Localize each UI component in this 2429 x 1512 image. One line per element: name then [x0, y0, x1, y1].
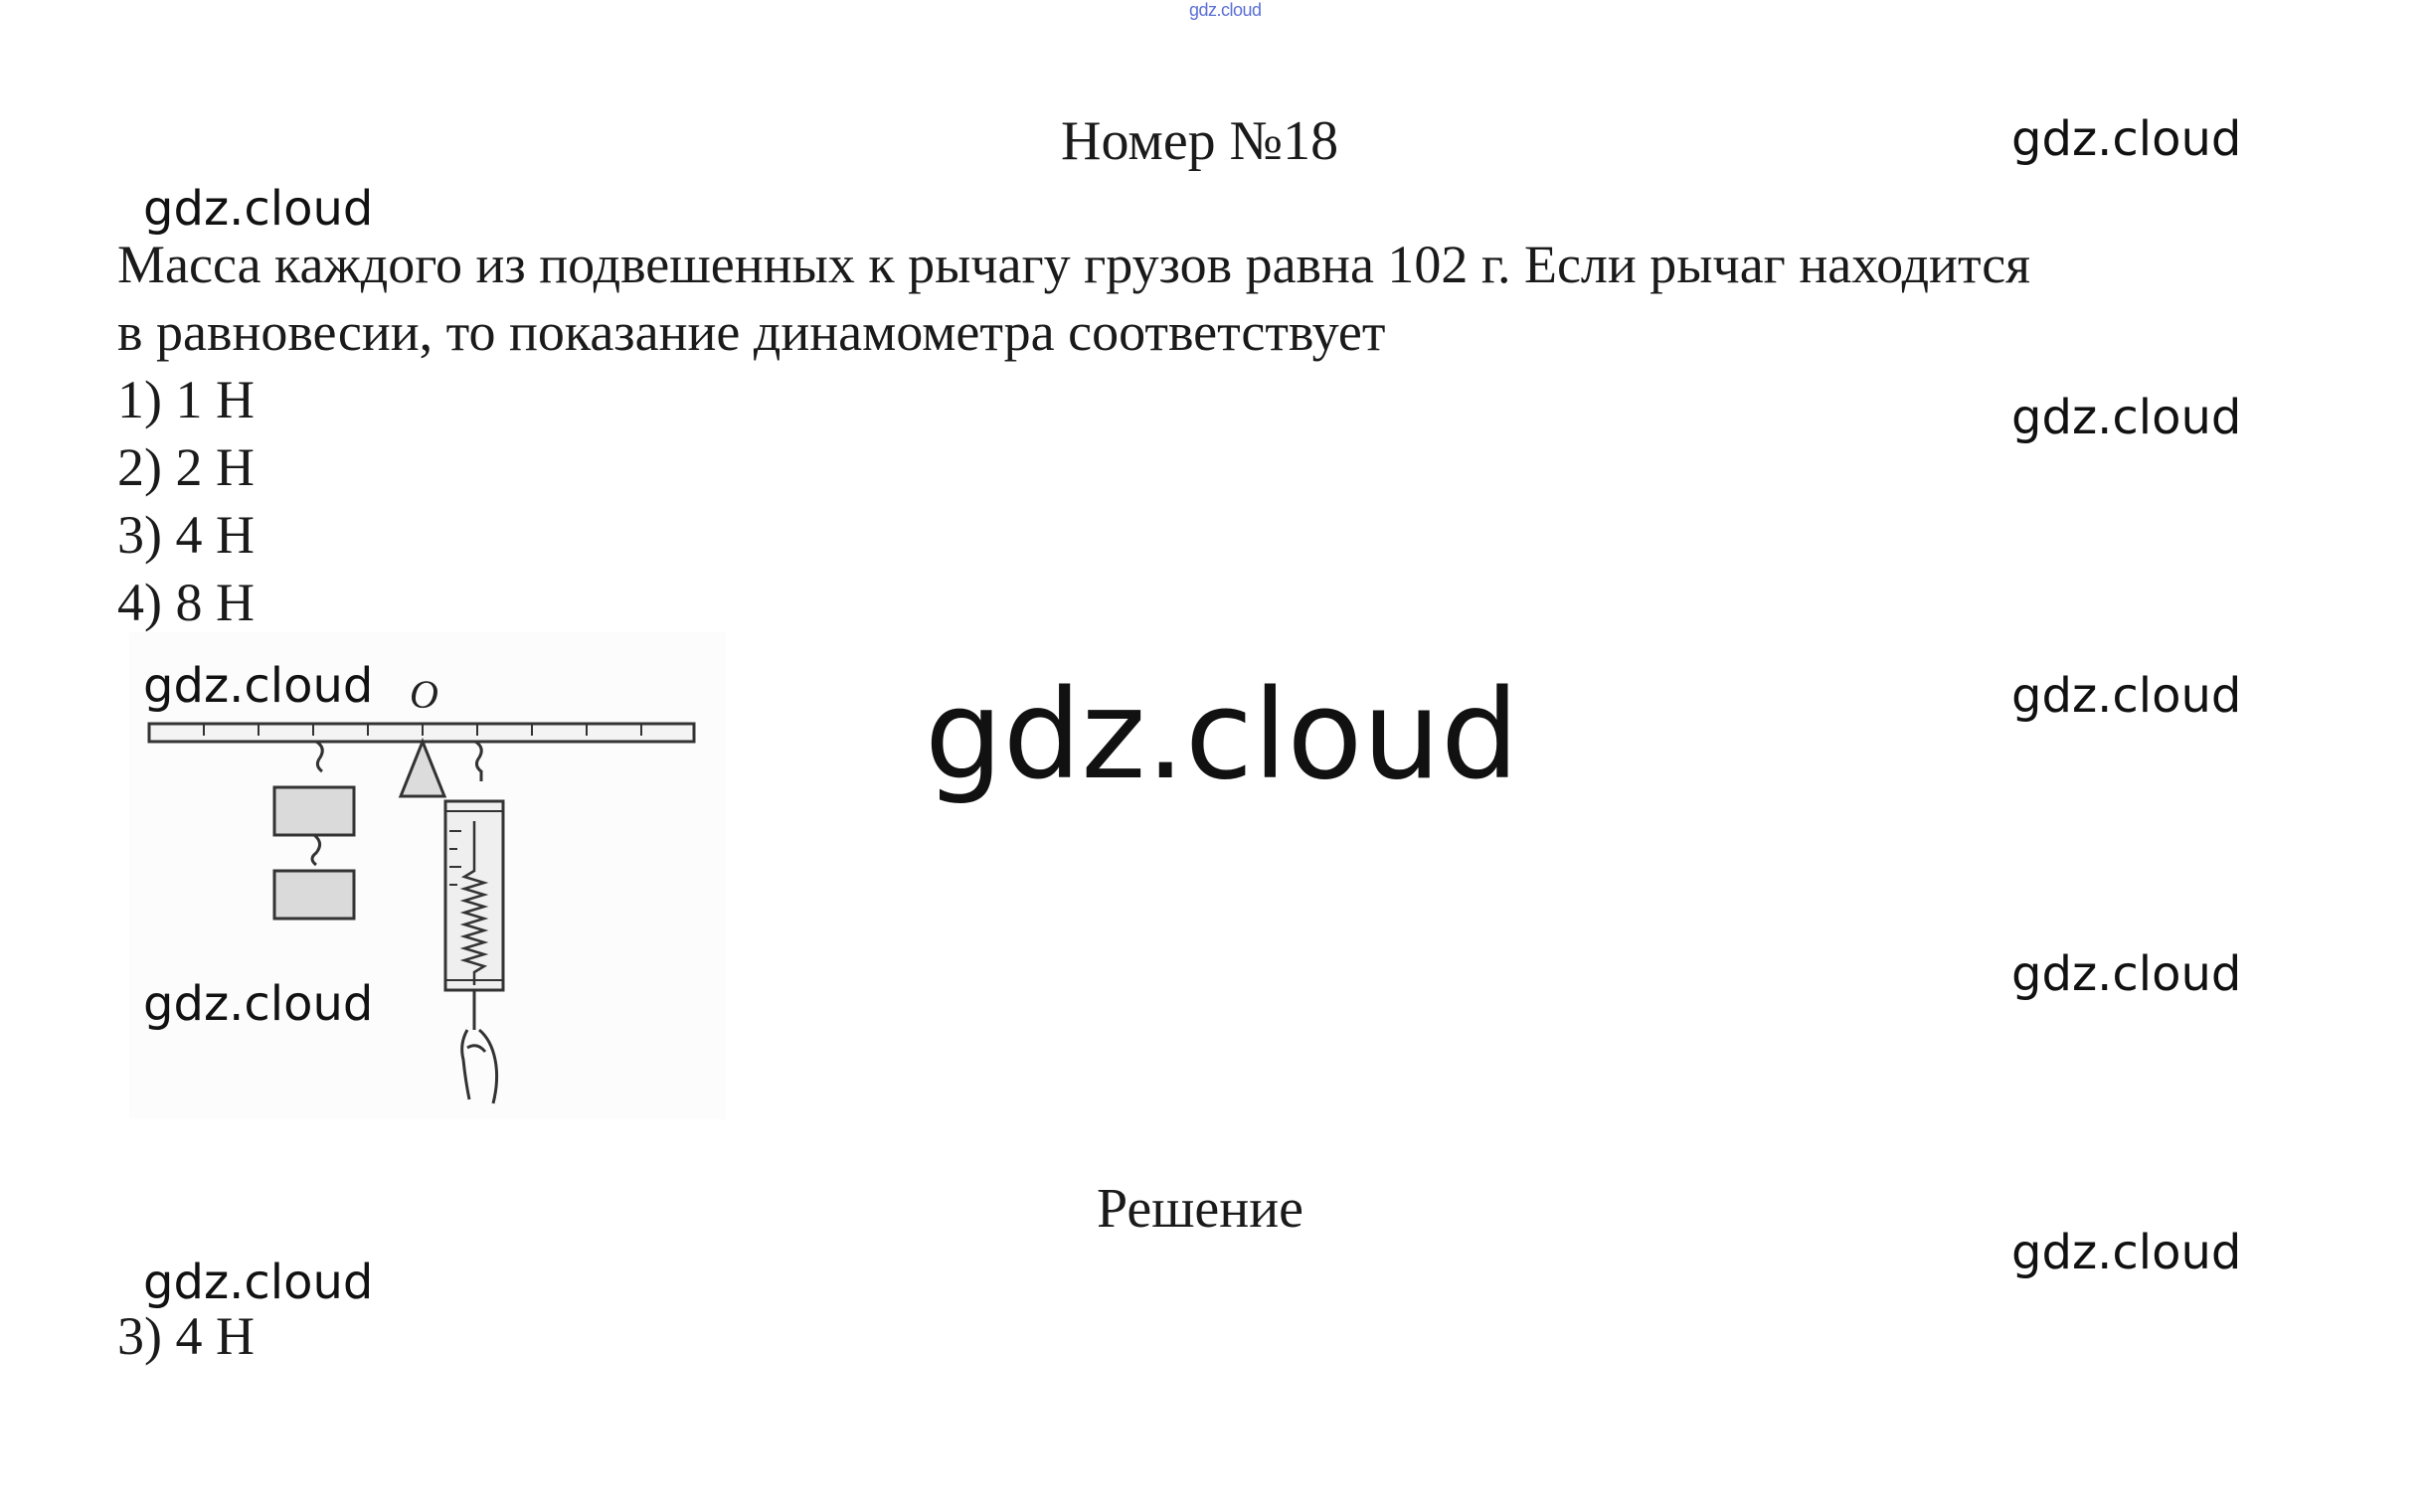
watermark: gdz.cloud — [2011, 1225, 2242, 1280]
pivot-label: O — [410, 672, 438, 717]
weight-lower — [274, 871, 354, 919]
solution-answer: 3) 4 Н — [117, 1306, 255, 1366]
watermark: gdz.cloud — [2011, 668, 2242, 724]
watermark: gdz.cloud — [2011, 946, 2242, 1002]
hook-left — [316, 742, 322, 771]
watermark: gdz.cloud — [143, 976, 374, 1032]
watermark: gdz.cloud — [2011, 390, 2242, 445]
problem-text-line-2: в равновесии, то показание динамометра соответствует — [117, 302, 1386, 362]
watermark-large: gdz.cloud — [925, 664, 1519, 807]
answer-option-4: 4) 8 Н — [117, 573, 255, 632]
watermark: gdz.cloud — [143, 181, 374, 237]
problem-title: Номер №18 — [1061, 110, 1339, 172]
site-mark-top: gdz.cloud — [1189, 0, 1262, 20]
hook-middle — [312, 835, 320, 865]
answer-option-2: 2) 2 Н — [117, 437, 255, 497]
watermark: gdz.cloud — [143, 1255, 374, 1310]
weight-upper — [274, 787, 354, 835]
hook-dynamometer — [475, 742, 481, 781]
problem-text-line-1: Масса каждого из подвешенных к рычагу грузов равна 102 г. Если рычаг находится — [117, 235, 2031, 294]
pivot-triangle — [401, 742, 444, 796]
hand-icon — [462, 1030, 497, 1103]
watermark: gdz.cloud — [143, 658, 374, 714]
watermark: gdz.cloud — [2011, 111, 2242, 167]
solution-title: Решение — [1097, 1178, 1304, 1240]
answer-option-1: 1) 1 Н — [117, 370, 255, 429]
answer-option-3: 3) 4 Н — [117, 505, 255, 565]
